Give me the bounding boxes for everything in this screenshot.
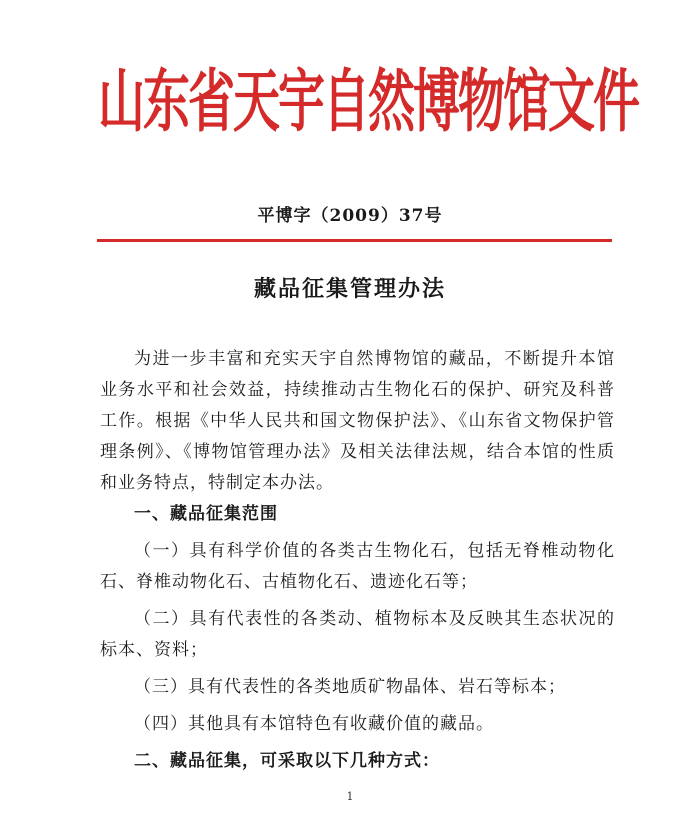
- section1-item-2: （二）具有代表性的各类动、植物标本及反映其生态状况的标本、资料；: [100, 609, 615, 660]
- document-title: 藏品征集管理办法: [253, 277, 446, 302]
- section1-item-4: （四）其他具有本馆特色有收藏价值的藏品。: [134, 714, 494, 734]
- intro-paragraph: 为进一步丰富和充实天宇自然博物馆的藏品，不断提升本馆业务水平和社会效益，持续推动古生物化石的保护、研究及科普工作。根据《中华人民共和国文物保护法》、《山东省文物保护管理条例》、《博物馆管理办法》及相关法律法规，结合本馆的性质和业务特点，特制定本办法。: [100, 349, 615, 493]
- section1-item-1: （一）具有科学价值的各类古生物化石，包括无脊椎动物化石、脊椎动物化石、古植物化石、遗迹化石等；: [100, 541, 615, 592]
- organization-header: 山东省天宇自然博物馆文件: [98, 62, 638, 143]
- document-body: [100, 344, 615, 777]
- section1-item-3: （三）具有代表性的各类地质矿物晶体、岩石等标本；: [134, 677, 566, 697]
- header-divider: [97, 239, 612, 242]
- section-heading-2: 二、藏品征集，可采取以下几种方式：: [134, 751, 440, 771]
- section-heading-1: 一、藏品征集范围: [134, 504, 278, 524]
- page-number: 1: [346, 790, 354, 803]
- document-number: 平博字（2009）37号: [257, 206, 443, 226]
